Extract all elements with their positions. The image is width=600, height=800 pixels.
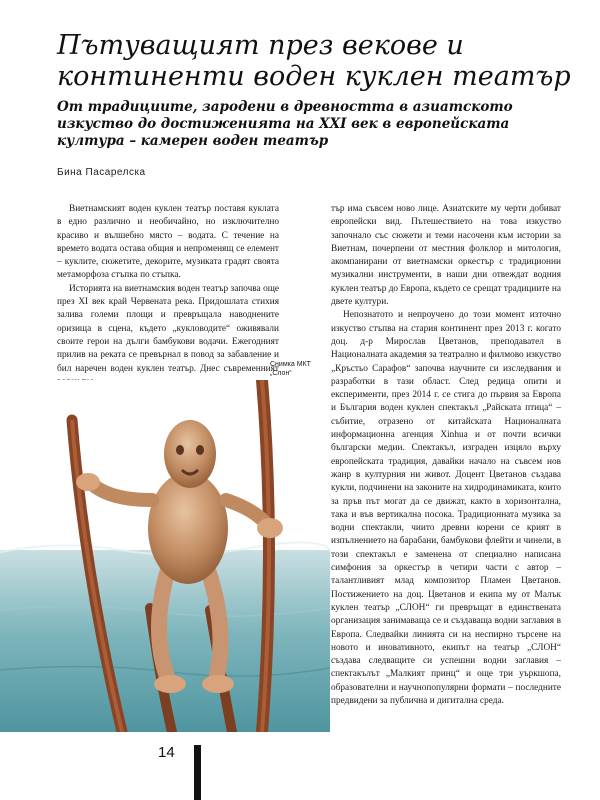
title-line-1: Пътуващият през векове и [57,30,464,61]
text-column-left [57,203,279,389]
title-line-2: континенти воден куклен театър [57,61,571,92]
paragraph: Непознатото и непроучено до този момент източно изкуство стъпва на стария континент през 2013 г. когато доц. д-р Мирослав Цветанов, преподавател в Националната академия за театрално и филмово изкуство „Кръстьо Сарафов“ започва научните си изследвания и разработки в тази област. След редица опити и експерименти, през 2014 г. се стига до първия за Европа и България воден куклен спектакъл „Райската птица“ – събитие, отразено от китайската Националната информационна агенция Xinhua и от почти всички български медии. Спектакъл, изграден изцяло върху европейската традиция, давайки начало на съвсем нов жанр в културния ни живот. Доцент Цветанов създава кукли, подчинени на законите на хидродинамиката, които за пръв път могат да се движат, както в хоризонтална, така и във вертикална посока. Традиционната музика за водни спектакли, чиито древни корени се крият в изпълнението на барабани, бамбукови флейти и чинели, в този спектакъл е заменена от специално написана симфония за оркестър в четири части с автор – талантливият млад композитор Пламен Цветанов. Постижението на доц. Цветанов и екипа му от Малък куклен театър „СЛОН“ ги превръщат в единствената организация занимаваща се и създаваща водни заглавия в Европа. Следвайки линията си на неспирно търсене на новото и иновативното, екипът на театър „СЛОН“ създава следващите си успешни водни заглавия – спектакълът „Малкият принц“ и още три уъркшопа, образователни и научнопопулярни формати – последните предвидени за публична и дигитална среда. [331,310,561,706]
article-title [57,30,577,92]
caption-line-2: „Слон“ [270,370,292,377]
paragraph: Виетнамският воден куклен театър поставя куклата в едно различно и необичайно, но изключително красиво и вълшебно място – водата. С течение на времето водата остава общия и непроменящ се елемент – куклите, сюжетите, декорите, музиката градят своята метаморфоза стъпка по стъпка. [57,204,279,281]
author-name: Бина Пасарелска [57,167,146,178]
page-number: 14 [158,744,175,761]
puppet-photo [0,380,330,732]
text-column-right [331,203,561,708]
article-subtitle: От традициите, зародени в древността в азиатското изкуство до достиженията на XXI век в европейската култура – камерен воден театър [57,99,513,149]
paragraph: Историята на виетнамския воден театър започва още през XI век край Червената река. Придошлата стихия залива големи площи и превръщала наводнените оризища в сцена, където „кукловодите“ оживявали своите герои на дълги бамбукови водачи. Ежегодният прилив на реката се превърнал в повод за забавление и бил наречен воден куклен театър. Днес съвременният [57,283,279,374]
paragraph: тър има съвсем ново лице. Азиатските му черти добиват европейски вид. Пътешествието на това изкуство започнало със сюжети и теми насочени към истории за Виетнам, почерпени от местния фолклор и митология, акомпанирани от виетнамски оркестър с традиционни музикални инструменти, в наши дни отвеждат водния куклен театър до Европа, където се срещат традициите на двете култури. [331,204,561,308]
photo-caption [270,360,330,378]
caption-line-1: Снимка МКТ [270,361,311,368]
puppet-illustration [0,380,330,732]
page-divider-bar [194,745,201,800]
